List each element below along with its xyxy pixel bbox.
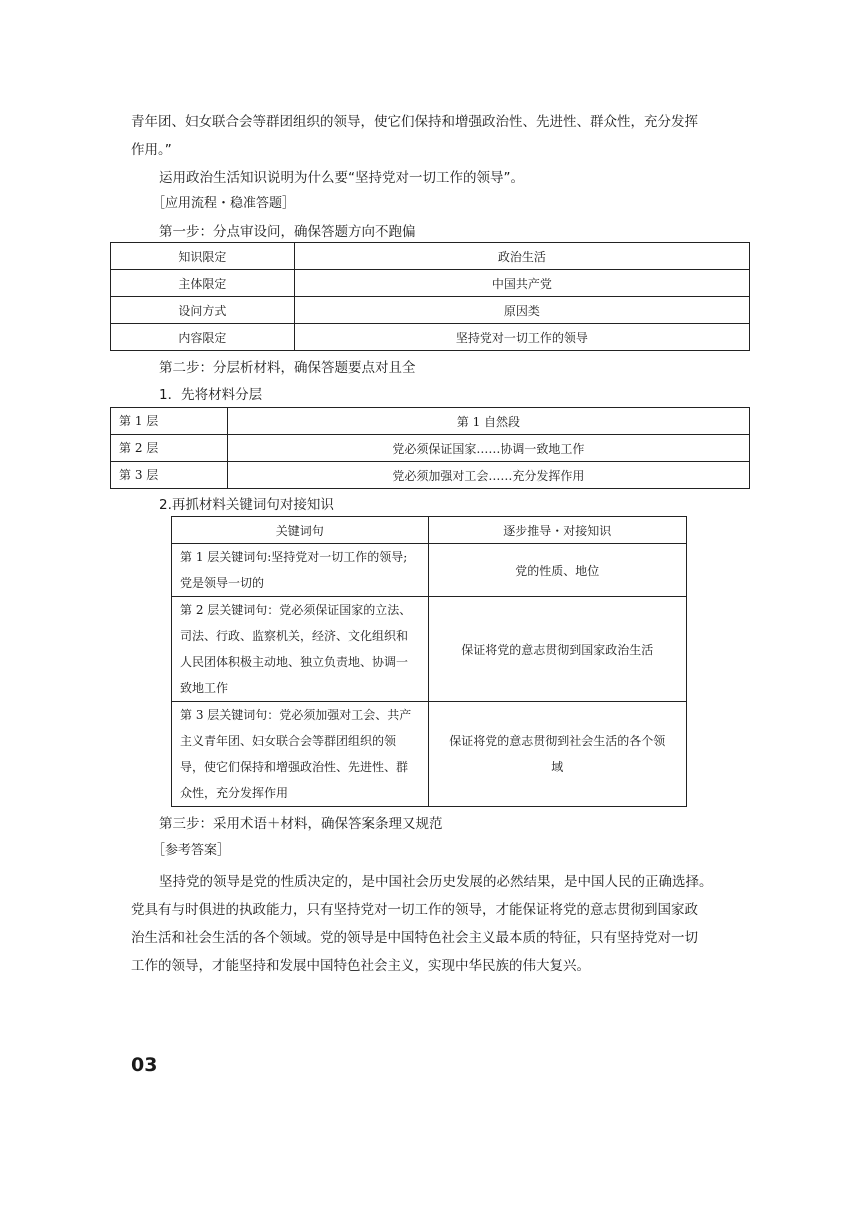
key-line: 党是领导一切的 <box>180 576 265 590</box>
key-line: 第 2 层关键词句：党必须保证国家的立法、 <box>180 603 412 617</box>
column-header: 关键词句 <box>172 517 429 544</box>
knowledge-cell: 党的性质、地位 <box>428 544 687 597</box>
step2-sub2: 2.再抓材料关键词句对接知识 <box>159 497 334 513</box>
key-line: 导，使它们保持和增强政治性、先进性、群 <box>180 760 409 774</box>
layer-label: 第 1 层 <box>111 408 228 435</box>
knowledge-line: 域 <box>551 760 564 774</box>
flow-heading: ［应用流程・稳准答题］ <box>152 196 296 211</box>
key-line: 第 1 层关键词句:坚持党对一切工作的领导; <box>180 550 408 564</box>
step1-title: 第一步：分点审设问，确保答题方向不跑偏 <box>159 224 416 240</box>
table-row <box>111 243 750 270</box>
layer-label: 第 3 层 <box>111 462 228 489</box>
key-sentence-cell <box>172 597 429 702</box>
row-label: 设问方式 <box>111 297 295 324</box>
table-row <box>111 297 750 324</box>
table-row <box>111 462 750 489</box>
intro-line-2: 作用。” <box>131 142 172 158</box>
row-value: 中国共产党 <box>294 270 749 297</box>
table-row <box>111 408 750 435</box>
column-header: 逐步推导・对接知识 <box>428 517 687 544</box>
layer-value: 第 1 自然段 <box>227 408 749 435</box>
row-value: 政治生活 <box>294 243 749 270</box>
step2-sub1: 1．先将材料分层 <box>159 387 263 403</box>
layers-table <box>110 407 750 489</box>
answer-heading: ［参考答案］ <box>152 843 231 858</box>
table-row <box>172 702 687 807</box>
key-line: 第 3 层关键词句：党必须加强对工会、共产 <box>180 708 412 722</box>
knowledge-cell <box>428 702 687 807</box>
step3-title: 第三步：采用术语＋材料，确保答案条理又规范 <box>159 816 443 832</box>
key-line: 致地工作 <box>180 681 229 695</box>
row-label: 内容限定 <box>111 324 295 351</box>
key-line: 主义青年团、妇女联合会等群团组织的领 <box>180 734 397 748</box>
answer-line-4: 工作的领导，才能坚持和发展中国特色社会主义，实现中华民族的伟大复兴。 <box>131 958 590 974</box>
intro-line-1: 青年团、妇女联合会等群团组织的领导，使它们保持和增强政治性、先进性、群众性，充分发挥 <box>131 114 698 130</box>
table-row <box>172 597 687 702</box>
key-line: 司法、行政、监察机关，经济、文化组织和 <box>180 629 409 643</box>
row-value: 坚持党对一切工作的领导 <box>294 324 749 351</box>
step2-title: 第二步：分层析材料，确保答题要点对且全 <box>159 360 416 376</box>
knowledge-line: 保证将党的意志贯彻到社会生活的各个领 <box>449 734 666 748</box>
page-number: 03 <box>131 1054 158 1076</box>
answer-line-3: 治生活和社会生活的各个领域。党的领导是中国特色社会主义最本质的特征，只有坚持党对一切 <box>131 930 698 946</box>
table-row <box>111 270 750 297</box>
step1-table <box>110 242 750 351</box>
table-row <box>111 435 750 462</box>
keywords-table <box>171 516 687 807</box>
layer-label: 第 2 层 <box>111 435 228 462</box>
row-label: 主体限定 <box>111 270 295 297</box>
table-header-row <box>172 517 687 544</box>
row-label: 知识限定 <box>111 243 295 270</box>
key-line: 人民团体积极主动地、独立负责地、协调一 <box>180 655 409 669</box>
layer-value: 党必须保证国家……协调一致地工作 <box>227 435 749 462</box>
question-text: 运用政治生活知识说明为什么要“坚持党对一切工作的领导”。 <box>159 170 524 186</box>
table-row <box>172 544 687 597</box>
knowledge-cell: 保证将党的意志贯彻到国家政治生活 <box>428 597 687 702</box>
key-line: 众性，充分发挥作用 <box>180 786 289 800</box>
row-value: 原因类 <box>294 297 749 324</box>
table-row <box>111 324 750 351</box>
key-sentence-cell <box>172 702 429 807</box>
answer-line-1: 坚持党的领导是党的性质决定的，是中国社会历史发展的必然结果，是中国人民的正确选择。 <box>159 874 713 890</box>
layer-value: 党必须加强对工会……充分发挥作用 <box>227 462 749 489</box>
key-sentence-cell <box>172 544 429 597</box>
answer-line-2: 党具有与时俱进的执政能力，只有坚持党对一切工作的领导，才能保证将党的意志贯彻到国家政 <box>131 902 698 918</box>
